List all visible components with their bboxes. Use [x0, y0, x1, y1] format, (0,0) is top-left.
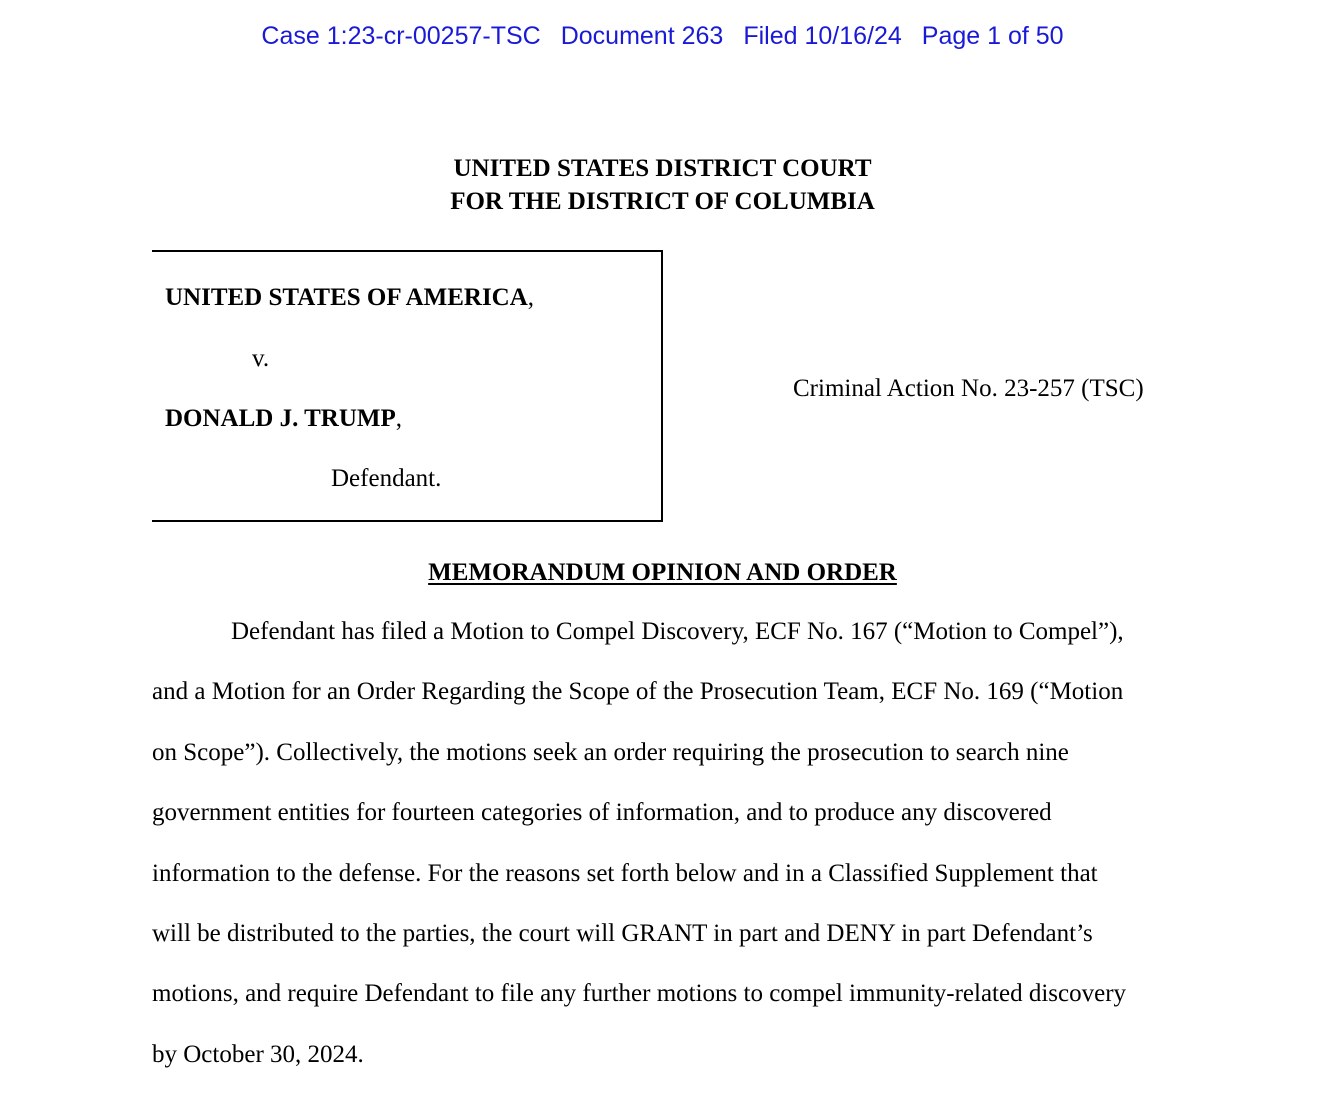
- plaintiff-label: UNITED STATES OF AMERICA: [165, 284, 528, 311]
- opinion-body: [152, 617, 1192, 1100]
- page-count: Page 1 of 50: [921, 22, 1064, 50]
- defendant-label: DONALD J. TRUMP: [165, 405, 396, 432]
- versus-label: v.: [252, 345, 270, 372]
- plaintiff-name: [165, 283, 534, 313]
- body-line: by October 30, 2024.: [152, 1040, 364, 1068]
- court-heading: [0, 152, 1325, 218]
- case-number: Case 1:23-cr-00257-TSC: [261, 22, 541, 50]
- criminal-action-number: Criminal Action No. 23-257 (TSC): [793, 375, 1144, 402]
- body-line: information to the defense. For the reasons set forth below and in a Classified Supplement that: [152, 859, 1098, 887]
- body-line: Defendant has filed a Motion to Compel Discovery, ECF No. 167 (“Motion to Compel”),: [231, 618, 1124, 645]
- document-title: MEMORANDUM OPINION AND ORDER: [428, 559, 897, 586]
- plaintiff-comma: ,: [527, 284, 535, 311]
- court-district: FOR THE DISTRICT OF COLUMBIA: [450, 188, 875, 215]
- defendant-comma: ,: [395, 405, 403, 432]
- body-line: motions, and require Defendant to file any further motions to compel immunity-related discovery: [152, 980, 1127, 1008]
- defendant-role: Defendant.: [331, 465, 442, 492]
- body-line: and a Motion for an Order Regarding the Scope of the Prosecution Team, ECF No. 169 (“Motion: [152, 678, 1124, 706]
- body-line: on Scope”). Collectively, the motions seek an order requiring the prosecution to search nine: [152, 738, 1069, 766]
- body-line: government entities for fourteen categories of information, and to produce any discovered: [152, 799, 1052, 827]
- defendant-name: [165, 404, 402, 434]
- filed-date: Filed 10/16/24: [743, 22, 902, 50]
- document-number: Document 263: [560, 22, 724, 50]
- court-name: UNITED STATES DISTRICT COURT: [453, 155, 872, 182]
- ecf-filing-header: [0, 18, 1325, 54]
- body-line: will be distributed to the parties, the court will GRANT in part and DENY in part Defendant’s: [152, 919, 1093, 947]
